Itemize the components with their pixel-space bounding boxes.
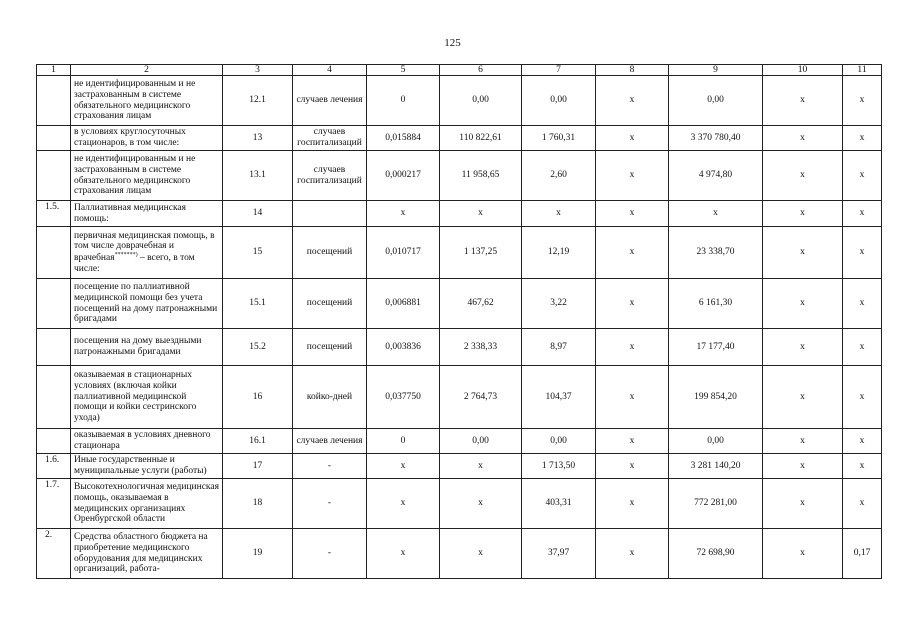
value-cell [293, 201, 367, 227]
value-cell: x [440, 479, 522, 529]
header-cell: 3 [223, 65, 293, 76]
value-cell: 0,00 [522, 76, 596, 126]
value-cell: x [596, 201, 669, 227]
description-cell: посещение по паллиативной медицинской помощи без учета посещений на дому патронажными бригадами [71, 279, 223, 329]
value-cell: x [763, 227, 843, 279]
value-cell: посещений [293, 329, 367, 366]
value-cell: x [596, 429, 669, 454]
value-cell: x [596, 227, 669, 279]
section-cell: 1.5. [37, 201, 71, 227]
value-cell: 3 370 780,40 [669, 126, 763, 151]
header-cell: 11 [843, 65, 882, 76]
description-cell: в условиях круглосуточных стационаров, в том числе: [71, 126, 223, 151]
value-cell: 0,00 [669, 76, 763, 126]
value-cell: 16 [223, 366, 293, 429]
value-cell: x [763, 454, 843, 479]
value-cell: x [596, 76, 669, 126]
value-cell: случаев госпитализаций [293, 151, 367, 201]
value-cell: x [440, 201, 522, 227]
value-cell: 2 764,73 [440, 366, 522, 429]
value-cell: 0 [367, 76, 440, 126]
value-cell: 0,010717 [367, 227, 440, 279]
value-cell: x [596, 126, 669, 151]
value-cell: x [763, 76, 843, 126]
value-cell: - [293, 479, 367, 529]
value-cell: 1 713,50 [522, 454, 596, 479]
value-cell: случаев госпитализаций [293, 126, 367, 151]
value-cell: 1 760,31 [522, 126, 596, 151]
value-cell: 2,60 [522, 151, 596, 201]
value-cell: 11 958,65 [440, 151, 522, 201]
value-cell: x [440, 454, 522, 479]
table-row [37, 279, 882, 329]
value-cell: x [596, 151, 669, 201]
value-cell: 17 [223, 454, 293, 479]
value-cell: x [763, 279, 843, 329]
value-cell: x [843, 201, 882, 227]
value-cell: 0,037750 [367, 366, 440, 429]
value-cell: 12,19 [522, 227, 596, 279]
value-cell: 14 [223, 201, 293, 227]
description-cell: Высокотехнологичная медицинская помощь, оказываемая в медицинских организациях Оренбургской области [71, 479, 223, 529]
value-cell: 17 177,40 [669, 329, 763, 366]
value-cell: x [843, 329, 882, 366]
value-cell: 3,22 [522, 279, 596, 329]
value-cell: x [843, 279, 882, 329]
header-cell: 5 [367, 65, 440, 76]
value-cell: x [763, 429, 843, 454]
value-cell: 0,000217 [367, 151, 440, 201]
section-cell [37, 329, 71, 366]
header-cell: 2 [71, 65, 223, 76]
section-cell: 1.6. [37, 454, 71, 479]
value-cell: x [763, 479, 843, 529]
section-cell [37, 227, 71, 279]
value-cell: 3 281 140,20 [669, 454, 763, 479]
header-cell: 7 [522, 65, 596, 76]
value-cell: 37,97 [522, 529, 596, 579]
description-cell: посещения на дому выездными патронажными бригадами [71, 329, 223, 366]
header-cell: 8 [596, 65, 669, 76]
value-cell: 16.1 [223, 429, 293, 454]
value-cell: x [367, 479, 440, 529]
header-cell: 6 [440, 65, 522, 76]
data-table [36, 64, 882, 579]
table-row [37, 151, 882, 201]
section-cell [37, 126, 71, 151]
value-cell: 467,62 [440, 279, 522, 329]
description-text: первичная медицинская помощь, в том числе доврачебная и врачебная [74, 230, 215, 264]
value-cell: x [763, 366, 843, 429]
value-cell: x [367, 529, 440, 579]
value-cell: x [763, 529, 843, 579]
value-cell: x [596, 279, 669, 329]
value-cell: x [843, 151, 882, 201]
value-cell: x [763, 151, 843, 201]
section-cell: 1.7. [37, 479, 71, 529]
value-cell: x [843, 126, 882, 151]
value-cell: 72 698,90 [669, 529, 763, 579]
value-cell: x [843, 76, 882, 126]
header-cell: 4 [293, 65, 367, 76]
table-row [37, 479, 882, 529]
description-cell: оказываемая в условиях дневного стационара [71, 429, 223, 454]
section-cell [37, 76, 71, 126]
value-cell: 19 [223, 529, 293, 579]
table-row [37, 126, 882, 151]
value-cell: 403,31 [522, 479, 596, 529]
value-cell: 4 974,80 [669, 151, 763, 201]
table-row [37, 529, 882, 579]
description-cell: оказываемая в стационарных условиях (включая койки паллиативной медицинской помощи и койки сестринского ухода) [71, 366, 223, 429]
description-cell [71, 227, 223, 279]
value-cell: x [367, 454, 440, 479]
table-row [37, 429, 882, 454]
value-cell: x [843, 454, 882, 479]
value-cell: 0,00 [669, 429, 763, 454]
value-cell: x [367, 201, 440, 227]
value-cell: случаев лечения [293, 429, 367, 454]
value-cell: 0,00 [440, 76, 522, 126]
value-cell: посещений [293, 227, 367, 279]
value-cell: 110 822,61 [440, 126, 522, 151]
table-row [37, 454, 882, 479]
description-cell: Иные государственные и муниципальные услуги (работы) [71, 454, 223, 479]
value-cell: - [293, 454, 367, 479]
value-cell: 1 137,25 [440, 227, 522, 279]
value-cell: x [843, 479, 882, 529]
value-cell: x [596, 454, 669, 479]
value-cell: 0 [367, 429, 440, 454]
header-cell: 9 [669, 65, 763, 76]
value-cell: x [763, 329, 843, 366]
description-cell: Средства областного бюджета на приобретение медицинского оборудования для медицинских организаций, работа- [71, 529, 223, 579]
value-cell: 15 [223, 227, 293, 279]
description-cell: не идентифицированным и не застрахованным в системе обязательного медицинского страхования лицам [71, 151, 223, 201]
value-cell: посещений [293, 279, 367, 329]
value-cell: 15.1 [223, 279, 293, 329]
value-cell: 772 281,00 [669, 479, 763, 529]
header-cell: 10 [763, 65, 843, 76]
value-cell: x [669, 201, 763, 227]
value-cell: 15.2 [223, 329, 293, 366]
value-cell: x [440, 529, 522, 579]
description-cell: Паллиативная медицинская помощь: [71, 201, 223, 227]
value-cell: x [763, 126, 843, 151]
value-cell: 23 338,70 [669, 227, 763, 279]
value-cell: x [596, 329, 669, 366]
section-cell [37, 151, 71, 201]
section-cell [37, 429, 71, 454]
value-cell: 0,015884 [367, 126, 440, 151]
page-number: 125 [444, 37, 461, 49]
value-cell: x [596, 366, 669, 429]
description-tail: – всего, в том числе: [74, 253, 195, 274]
value-cell: 13 [223, 126, 293, 151]
header-cell: 1 [37, 65, 71, 76]
value-cell: 0,00 [522, 429, 596, 454]
value-cell: 0,006881 [367, 279, 440, 329]
value-cell: 0,17 [843, 529, 882, 579]
value-cell: 13.1 [223, 151, 293, 201]
value-cell: случаев лечения [293, 76, 367, 126]
header-row [37, 65, 882, 76]
section-cell [37, 366, 71, 429]
value-cell: койко-дней [293, 366, 367, 429]
value-cell: 0,00 [440, 429, 522, 454]
value-cell: 0,003836 [367, 329, 440, 366]
value-cell: 18 [223, 479, 293, 529]
section-cell [37, 279, 71, 329]
value-cell: 12.1 [223, 76, 293, 126]
value-cell: 104,37 [522, 366, 596, 429]
table-row [37, 366, 882, 429]
value-cell: 8,97 [522, 329, 596, 366]
value-cell: 199 854,20 [669, 366, 763, 429]
footnote-marker: *******) [114, 251, 138, 258]
table-row [37, 201, 882, 227]
value-cell: 2 338,33 [440, 329, 522, 366]
value-cell: x [596, 529, 669, 579]
value-cell: x [843, 227, 882, 279]
value-cell: x [763, 201, 843, 227]
value-cell: 6 161,30 [669, 279, 763, 329]
value-cell: - [293, 529, 367, 579]
value-cell: x [522, 201, 596, 227]
value-cell: x [843, 366, 882, 429]
value-cell: x [843, 429, 882, 454]
table-row [37, 329, 882, 366]
table-row [37, 227, 882, 279]
section-cell: 2. [37, 529, 71, 579]
description-cell: не идентифицированным и не застрахованным в системе обязательного медицинского страхования лицам [71, 76, 223, 126]
value-cell: x [596, 479, 669, 529]
table-row [37, 76, 882, 126]
